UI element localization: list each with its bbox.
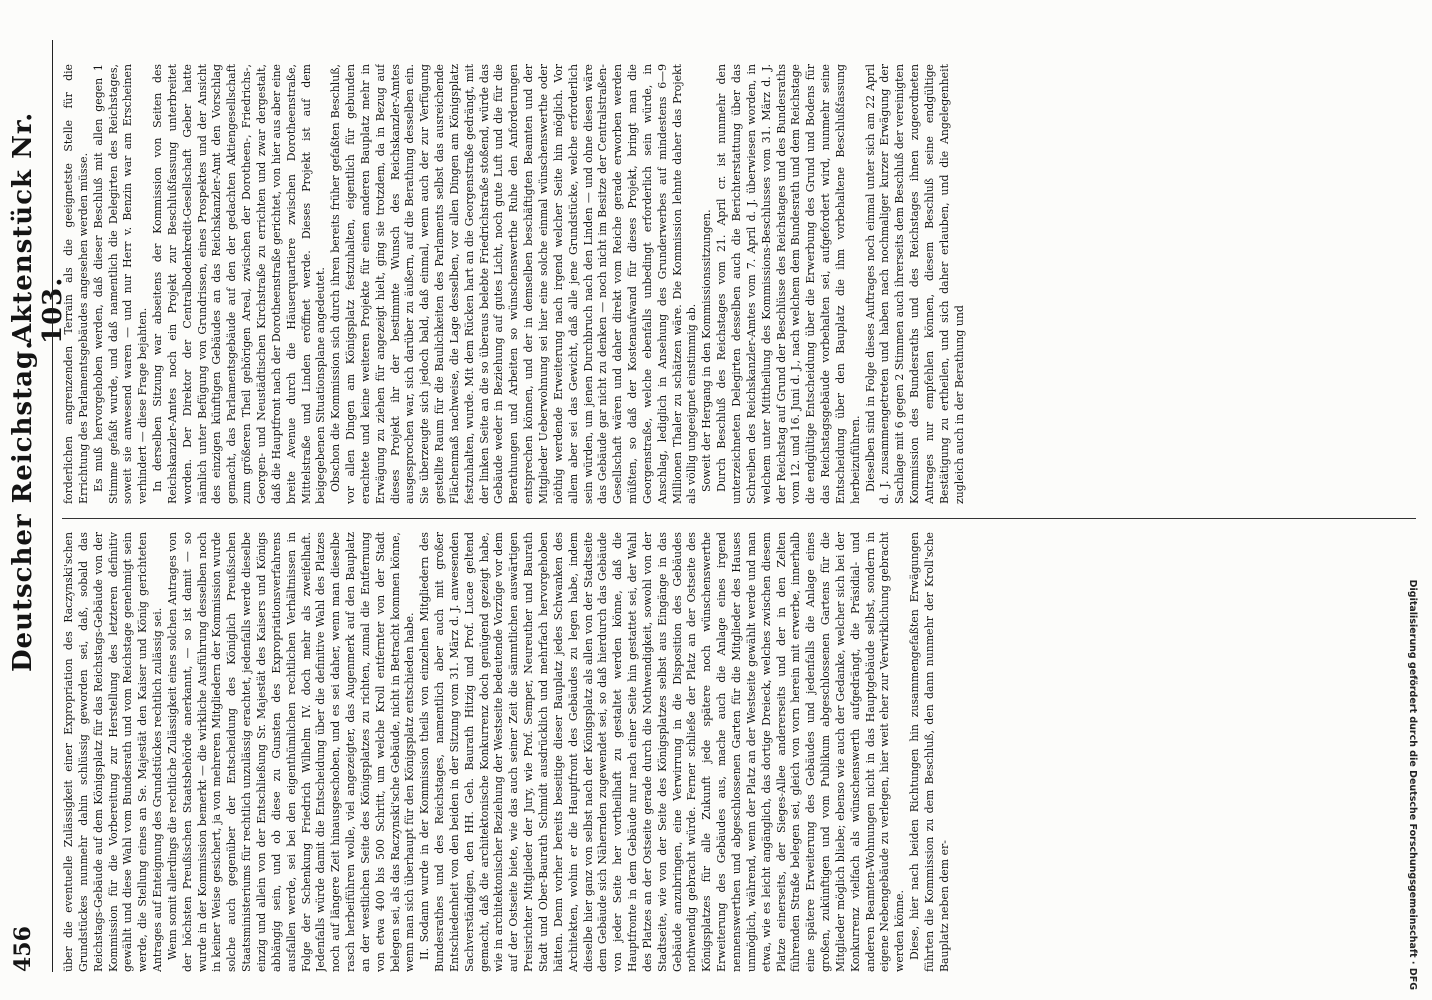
paragraph: Es muß hervorgehoben werden, daß dieser Beschluß mit allen gegen 1 Stimme gefaßt wurde, und daß namentlich die Delegirten des Reichstages, soweit sie anwesend waren — und nur Herr v. Benzin war am Erscheinen verhindert — diese Frage bejahten. bbox=[91, 64, 150, 504]
paragraph: Wenn somit allerdings die rechtliche Zulässigkeit eines solchen Antrages von der höchsten Preußischen Staatsbehörde anerkannt, — so ist damit — so wurde in der Kommission bemerkt — die wirkliche Ausführung desselben noch in keiner Weise gesichert, ja von mehreren Mitgliedern der Kommission wurde solche auch gegenüber der Entscheidung des Königlich Preußischen Staatsministeriums für rechtlich unzulässig erachtet, jedenfalls werde dieselbe einzig und allein von der Entschließung Sr. Majestät des Kaisers und Königs abhängig sein, und ob diese zu Gunsten des Expropriationsverfahrens ausfallen werde, sei bei den eigenthümlichen rechtlichen Verhältnissen in Folge der Schenkung Friedrich Wilhelm IV. doch mehr als zweifelhaft. Jedenfalls würde damit die Entscheidung über die definitive Wahl des Platzes noch auf längere Zeit hinausgeschoben, und es sei daher, wenn man dieselbe rasch herbeiführen wolle, viel angezeigter, das Augenmerk auf den Bauplatz an der westlichen Seite des Königsplatzes zu richten, zumal die Entfernung von etwa 400 bis 500 Schritt, um welche Kroll entfernter von der Stadt belegen sei, als das Raczynski'sche Gebäude, nicht in Betracht kommen könne, wenn man sich überhaupt für den Königsplatz entschieden habe. bbox=[165, 532, 417, 972]
paragraph: Dieselben sind in Folge dieses Auftrages noch einmal unter sich am 22 April d. J. zusammengetreten und haben nach nochmaliger kurzer Erwägung der Sachlage mit 6 gegen 2 Stimmen auch ihrerseits dem Beschluß der vereinigten Kommission des Bundesraths und des Reichstages ihnen zugeordneten Antrages nur empfehlen können, diesem Beschluß seine endgültige Bestätigung zu ertheilen, und sich daher erlauben, und die Angelegenheit zugleich auch in der Berathung und bbox=[863, 64, 966, 504]
page-number: 456 bbox=[10, 926, 36, 972]
left-running-title: Deutscher Reichstag. bbox=[8, 339, 38, 672]
paragraph: Soweit der Hergang in den Kommissionssitzungen. bbox=[700, 209, 714, 492]
paragraph: forderlichen angrenzenden Terrain als die geeignetste Stelle für die Errichtung des Parlamentsgebäudes angesehen werden müsse. bbox=[62, 64, 90, 504]
left-column bbox=[62, 532, 1418, 972]
digitization-note bbox=[1404, 10, 1418, 990]
paragraph: über die eventuelle Zulässigkeit einer Expropriation des Raczynski'schen Grundstückes nunmehr dahin schlüssig geworden sei, daß, sobald das Reichstags-Gebäude auf dem Königsplatz für das Reichstags-Gebäude von der Kommission für die Vorbereitung zur Herstellung des letzteren definitiv gewählt und diese Wahl vom Bundesrath und vom Reichstage genehmigt sein werde, die Stellung eines an Se. Majestät den Kaiser und König gerichteten Antrages auf Enteignung des Grundstückes rechtlich zulässig sei. bbox=[62, 532, 165, 972]
paragraph: Durch Beschluß des Reichstages vom 21. April cr. ist nunmehr den unterzeichneten Delegirten desselben auch die Berichterstattung über das Schreiben des Reichskanzler-Amtes vom 7. April d. J. überwiesen worden, in welchem unter Mittheilung des Kommissions-Beschlusses vom 31. März d. J. der Reichstag auf Grund der Beschlüsse des Reichstages und des Bundesraths vom 12. und 16. Juni d. J., nach welchem dem Bundesrath und dem Reichstage die endgültige Entscheidung über die Erwerbung des Grund und Bodens für das Reichstagsgebäude vorbehalten sei, aufgefordert wird, nunmehr seine Entscheidung über den Bauplatz die ihm vorbehaltene Beschlußfassung herbeizuführen. bbox=[715, 64, 862, 504]
right-running-title: Aktenstück Nr. 103. bbox=[8, 111, 68, 344]
paragraph: Diese, hier nach beiden Richtungen hin zusammengefaßten Erwägungen führten die Kommission zu dem Beschluß, den dann nunmehr der Kroll'sche Bauplatz neben dem er- bbox=[908, 532, 951, 972]
header-rule bbox=[52, 40, 53, 972]
column-divider bbox=[62, 518, 1416, 519]
paragraph: Obschon die Kommission sich durch ihren bereits früher gefaßten Beschluß, vor allen Dingen am Königsplatz festzuhalten, eigentlich für gebunden erachtete und keine weiteren Projekte für einen anderen Bauplatz mehr in Erwägung zu ziehen für angezeigt hielt, ging sie trotzdem, da in Bezug auf dieses Projekt ihr der bestimmte Wunsch des Reichskanzler-Amtes ausgesprochen war, sich darüber zu äußern, auf die Berathung desselben ein. Sie überzeugte sich jedoch bald, daß einmal, wenn auch der zur Verfügung gestellte Raum für die Baulichkeiten des Parlaments selbst das ausreichende Flächenmaß nachweise, die Lage desselben, vor allen Dingen am Königsplatz festzuhalten, wurde. Mit dem Rücken hart an die Georgenstraße gedrängt, mit der linken Seite an die so überaus belebte Friedrichstraße stoßend, würde das Gebäude weder in Beziehung auf gutes Licht, noch gute Luft und die für die Berathungen und Arbeiten so wünschenswerthe Ruhe den Anforderungen entsprechen können, und der in demselben beschäftigten Beamten und der Mitglieder Ueberwohnung sei hier eine solche einmal wünschenswerthe oder nöthig werdende Erweiterung nach irgend welcher Seite hin möglich. Vor allem aber sei das Gewicht, daß alle jene Grundstücke, welche erforderlich sein würden, um jenen Durchbruch nach den Linden — und ohne diesen wäre das Gebäude gar nicht zu denken — noch nicht im Besitze der Centralstraßen-Gesellschaft wären und daher direkt vom Reiche gerade erworben werden müßten, so daß der Kostenaufwand für dieses Projekt, bringt man die Georgenstraße, welche ebenfalls unbedingt erforderlich sein würde, in Anschlag, lediglich in Ansehung des Grunderwerbes auf mindestens 6—9 Millionen Thaler zu schätzen wäre. Die Kommission lehnte daher das Projekt als völlig ungeeignet einstimmig ab. bbox=[329, 64, 699, 504]
paragraph: II. Sodann wurde in der Kommission theils von einzelnen Mitgliedern des Bundesrathes und des Reichstages, namentlich aber auch mit großer Entschiedenheit von den beiden in der Sitzung vom 31. März d. J. anwesenden Sachverständigen, den HH. Geh. Baurath Hitzig und Prof. Lucae geltend gemacht, daß die architektonische Konkurrenz doch genügend gezeigt habe, wie in architektonischer Beziehung der Westseite bedeutende Vorzüge vor dem auf der Ostseite biete, wie das auch seiner Zeit die sämmtlichen auswärtigen Preisrichter Mitglieder der Jury, wie Prof. Semper, Neureuther und Baurath Stadt und Ober-Baurath Schmidt ausdrücklich und mehrfach hervorgehoben hätten. Denn vorher bereits beseitige dieser Bauplatz jedes Schwanken des Architekten, wohin er die Hauptfront des Gebäudes zu legen habe, indem dieselbe hier ganz von selbst nach der Königsplatz als allen von der Stadtseite dem Gebäude sich Nähernden zugewendet sei, so daß hierdurch das Gebäude von jeder Seite her vortheilhaft zu gestaltet werden könne, daß die Hauptfronte in dem Gebäude nur nach einer Seite hin gestattet sei, der Wahl des Platzes an der Ostseite gerade durch die Nothwendigkeit, sowohl von der Stadtseite, wie von der Seite des Königsplatzes selbst aus Eingänge in das Gebäude anzubringen, eine Verwirrung in die Disposition des Gebäudes nothwendig gebracht würde. Ferner schließe der Platz an der Ostseite des Königsplatzes für alle Zukunft jede spätere noch wünschenswerthe Erweiterung des Gebäudes aus, mache auch die Anlage eines irgend nennenswerthen und abgeschlossenen Garten für die Mitglieder des Hauses unmöglich, während, wenn der Platz an der Westseite gewählt werde und man etwa, wie es leicht angänglich, das dortige Dreieck, welches zwischen diesem Platze einerseits, der Sieges-Allee andererseits und der in den Zelten führenden Straße belegen sei, gleich von vorn herein mit erwerbe, innerhalb eine spätere Erweiterung des Gebäudes und jedenfalls die Anlage eines großen, zukünftigen und vom Publikum abgeschlossenen Gartens für die Mitglieder möglich bliebe; ebenso wie auch der Gedanke, welcher sich bei der Konkurrenz vielfach als wünschenswerth aufgedrängt, die Präsidial- und anderen Beamten-Wohnungen nicht in das Hauptgebäude selbst, sondern in eigene Nebengebäude zu verlegen, hier weit eher zur Verwirklichung gebracht werden könne. bbox=[418, 532, 907, 972]
page-header bbox=[8, 40, 68, 972]
digitization-note-text: Digitalisierung gefördert durch die Deutsche Forschungsgemeinschaft · DFG bbox=[1407, 579, 1418, 990]
right-column bbox=[62, 64, 1418, 504]
paragraph: In derselben Sitzung war abseitens der Kommission von Seiten des Reichskanzler-Amtes noch ein Projekt zur Beschlußfassung unterbreitet worden. Der Direktor der Centralbodenkredit-Gesellschaft Geber hatte nämlich unter Befügung von Grundrissen, eines Prospektes und der Ansicht des einzigen künftigen Gebäudes an das Reichskanzler-Amt den Vorschlag gemacht, das Parlamentsgebäude auf den der gedachten Aktiengesellschaft zum größeren Theil gehörigen Areal, zwischen der Dorotheen-, Friedrichs-, Georgen- und Neustädtischen Kirchstraße zu errichten und zwar dergestalt, daß die Hauptfront nach der Dorotheenstraße gerichtet, von hier aus aber eine breite Avenue durch die Häuserquartiere zwischen Dorotheenstraße, Mittelstraße und Linden eröffnet werde. Dieses Projekt ist auf dem beigegebenen Situationsplane angedeutet. bbox=[151, 64, 328, 504]
